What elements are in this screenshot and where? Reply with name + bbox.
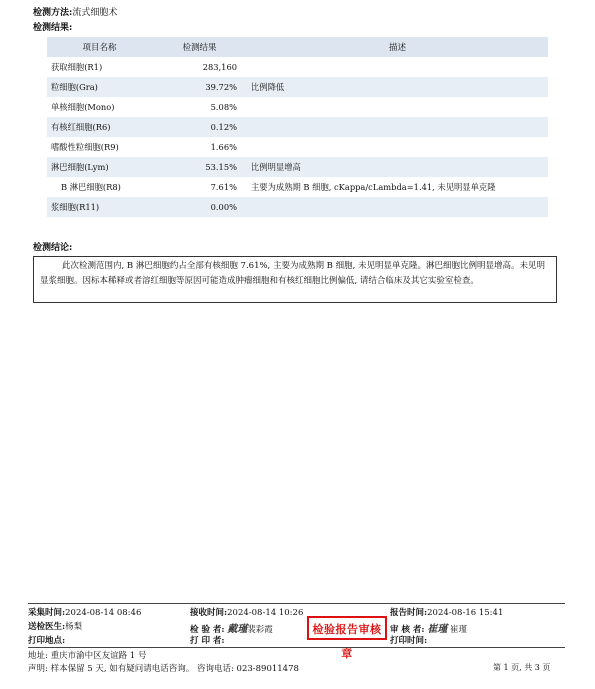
reviewer-value: 崔瑾 <box>449 625 467 635</box>
address: 地址: 重庆市渝中区友谊路 1 号 <box>28 651 147 661</box>
row-value: 0.00% <box>152 197 247 217</box>
row-value: 1.66% <box>210 142 237 152</box>
statement: 声明: 样本保留 5 天, 如有疑问请电话咨询。 咨询电话: 023-89011478 <box>28 664 299 674</box>
conclusion-title: 检测结论: <box>33 243 73 253</box>
print-place-label: 打印地点: <box>28 636 66 646</box>
collect-time-label: 采集时间: <box>28 608 66 618</box>
printer <box>190 634 225 646</box>
conclusion-text: 此次检测范围内, B 淋巴细胞约占全部有核细胞 7.61%, 主要为成熟期 B 细胞, 未见明显单克隆。淋巴细胞比例明显增高。未见明显浆细胞。因标本稀释或者溶红细胞等原因可能造成肿瘤细胞和有核红细胞比例偏低, 请结合临床及其它实验室检查。 <box>33 256 557 303</box>
doctor <box>28 620 82 632</box>
row-value: 5.08% <box>210 102 237 112</box>
method-label: 检测方法: <box>33 8 73 18</box>
page-number: 第 1 页, 共 3 页 <box>493 663 551 672</box>
receive-time-value: 2024-08-14 10:26 <box>227 608 304 618</box>
review-stamp: 检验报告审核章 <box>307 616 387 640</box>
results-table <box>47 37 548 217</box>
print-time <box>390 634 427 646</box>
header-result: 检测结果 <box>152 37 247 57</box>
table-row <box>47 57 548 77</box>
row-desc: 主要为成熟期 B 细胞, cKappa/cLambda=1.41, 未见明显单克隆 <box>251 182 496 192</box>
row-name: 浆细胞(R11) <box>47 197 152 217</box>
reviewer-label: 审 核 者: <box>390 625 425 635</box>
row-desc <box>247 197 548 217</box>
header-item-name: 项目名称 <box>47 37 152 57</box>
row-name: 淋巴细胞(Lym) <box>47 157 152 177</box>
row-value: 7.61% <box>210 182 237 192</box>
footer-divider-2 <box>28 647 565 648</box>
row-desc <box>247 97 548 117</box>
row-name: 有核红细胞(R6) <box>47 117 152 137</box>
row-name: B 淋巴细胞(R8) <box>61 182 121 192</box>
row-name: 嗜酸性粒细胞(R9) <box>51 142 119 152</box>
printer-label: 打 印 者: <box>190 636 225 646</box>
doctor-value: 杨梨 <box>65 622 83 632</box>
tester-value: 裴彩霞 <box>247 625 273 635</box>
report-time <box>390 606 503 618</box>
row-name: 获取细胞(R1) <box>51 62 103 72</box>
reviewer <box>390 620 467 635</box>
table-header-row <box>47 37 548 57</box>
row-value: 283,160 <box>202 62 237 72</box>
reviewer-signature: 崔瑾 <box>427 624 448 635</box>
table-row <box>47 177 548 197</box>
row-desc: 比例降低 <box>247 77 548 97</box>
row-value: 0.12% <box>152 117 247 137</box>
row-desc: 比例明显增高 <box>247 157 548 177</box>
print-time-label: 打印时间: <box>390 636 428 646</box>
receive-time <box>190 606 303 618</box>
row-desc <box>247 137 548 157</box>
tester <box>190 620 273 635</box>
report-time-label: 报告时间: <box>390 608 428 618</box>
table-row <box>47 117 548 137</box>
report-time-value: 2024-08-16 15:41 <box>427 608 504 618</box>
row-value: 39.72% <box>152 77 247 97</box>
method-value: 流式细胞术 <box>72 8 118 18</box>
table-row <box>47 157 548 177</box>
results-title: 检测结果: <box>33 23 73 33</box>
header-description: 描述 <box>247 37 548 57</box>
doctor-label: 送检医生: <box>28 622 66 632</box>
footer-divider <box>28 603 565 604</box>
table-row <box>47 97 548 117</box>
row-desc <box>247 57 548 77</box>
collect-time-value: 2024-08-14 08:46 <box>65 608 142 618</box>
print-place <box>28 634 65 646</box>
tester-label: 检 验 者: <box>190 625 225 635</box>
table-row <box>47 77 548 97</box>
row-desc <box>247 117 548 137</box>
row-name: 单核细胞(Mono) <box>51 102 115 112</box>
method-line <box>33 5 117 18</box>
table-row <box>47 137 548 157</box>
table-row <box>47 197 548 217</box>
receive-time-label: 接收时间: <box>190 608 228 618</box>
tester-signature: 戴瑾 <box>227 624 248 635</box>
row-value: 53.15% <box>152 157 247 177</box>
row-name: 粒细胞(Gra) <box>47 77 152 97</box>
collect-time <box>28 606 141 618</box>
